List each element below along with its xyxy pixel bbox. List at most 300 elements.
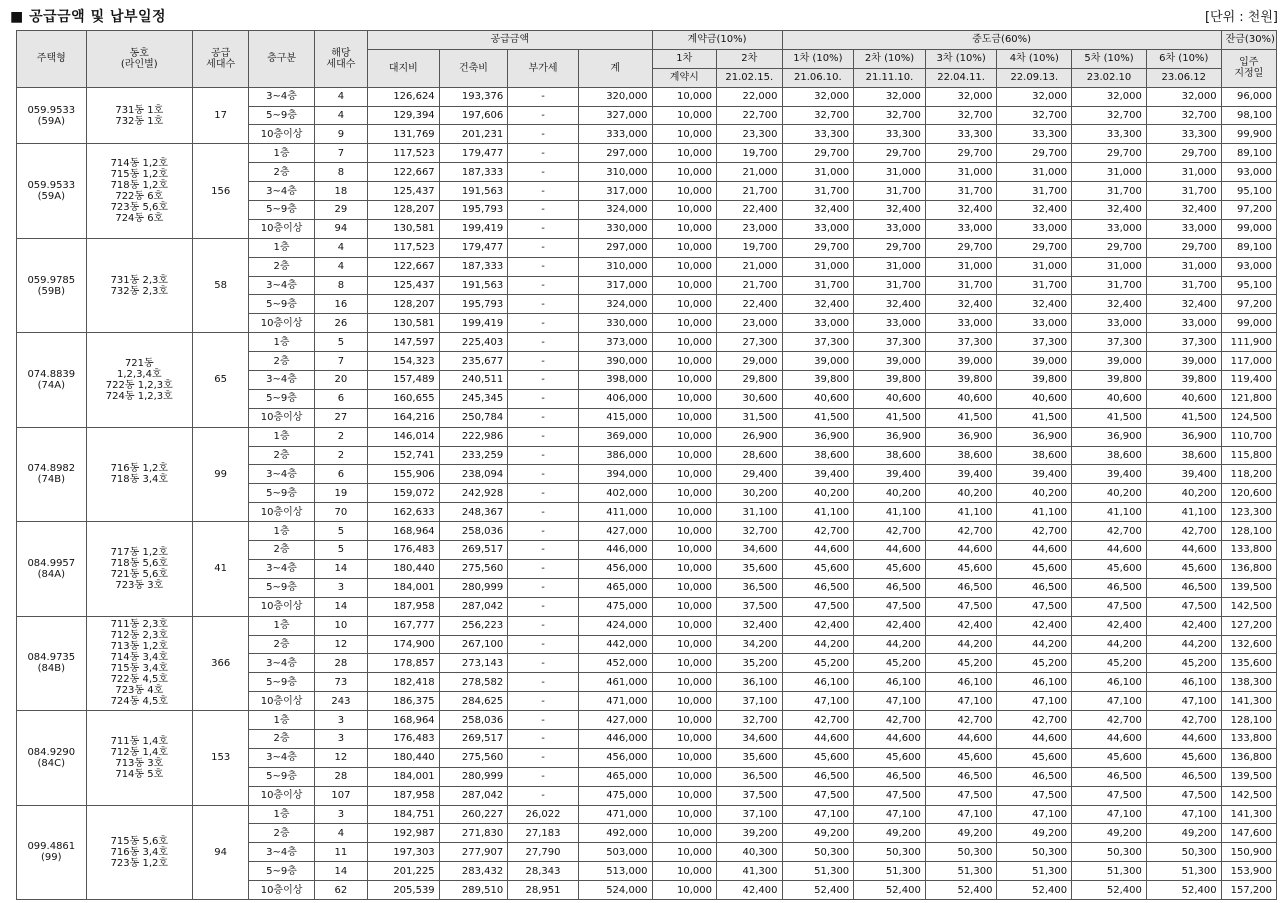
table-cell: 38,600 xyxy=(925,446,997,465)
table-cell: 118,200 xyxy=(1221,465,1276,484)
table-cell: 127,200 xyxy=(1221,616,1276,635)
table-cell: 30,600 xyxy=(717,389,783,408)
table-cell: 41,500 xyxy=(1146,408,1221,427)
table-row xyxy=(17,522,1277,541)
table-cell: 47,500 xyxy=(1146,597,1221,616)
table-cell: 40,200 xyxy=(925,484,997,503)
table-cell: 131,769 xyxy=(368,125,440,144)
table-cell: 29,700 xyxy=(1072,144,1147,163)
table-cell: 12 xyxy=(314,748,367,767)
table-cell: 62 xyxy=(314,881,367,900)
table-cell: 49,200 xyxy=(997,824,1072,843)
table-cell: 44,200 xyxy=(854,635,926,654)
table-cell: 168,964 xyxy=(368,711,440,730)
table-cell: 52,400 xyxy=(854,881,926,900)
table-cell: 50,300 xyxy=(925,843,997,862)
table-cell: 49,200 xyxy=(854,824,926,843)
table-cell: 33,000 xyxy=(1146,219,1221,238)
header-balance: 입주 지정일 xyxy=(1221,49,1276,87)
table-cell: 44,200 xyxy=(782,635,854,654)
dong-line-cell: 711동 2,3호 712동 2,3호 713동 1,2호 714동 3,4호 715동 3,4호 722동 4,5호 723동 4호 724동 4,5호 xyxy=(86,616,192,710)
unit-type-cell: 074.8839 (74A) xyxy=(17,333,87,427)
table-cell: 73 xyxy=(314,673,367,692)
table-cell: 280,999 xyxy=(439,767,508,786)
table-cell: 492,000 xyxy=(578,824,652,843)
table-cell: 248,367 xyxy=(439,503,508,522)
table-cell: 184,751 xyxy=(368,805,440,824)
table-cell: 40,200 xyxy=(997,484,1072,503)
table-cell: - xyxy=(508,125,579,144)
table-cell: 32,400 xyxy=(1146,201,1221,220)
table-cell: 95,100 xyxy=(1221,182,1276,201)
table-cell: 97,200 xyxy=(1221,295,1276,314)
table-cell: 44,600 xyxy=(854,541,926,560)
table-cell: 45,600 xyxy=(997,748,1072,767)
table-cell: 2층 xyxy=(249,257,315,276)
table-cell: 37,300 xyxy=(997,333,1072,352)
table-cell: 41,300 xyxy=(717,862,783,881)
table-cell: 10,000 xyxy=(652,446,716,465)
table-cell: 327,000 xyxy=(578,106,652,125)
table-cell: 33,000 xyxy=(1072,219,1147,238)
table-cell: 41,500 xyxy=(997,408,1072,427)
supply-count-cell: 17 xyxy=(193,87,249,144)
table-cell: 187,958 xyxy=(368,786,440,805)
table-cell: 3~4층 xyxy=(249,843,315,862)
header-dep1: 1차 xyxy=(652,49,716,68)
table-cell: 10,000 xyxy=(652,465,716,484)
table-cell: 242,928 xyxy=(439,484,508,503)
table-cell: 10,000 xyxy=(652,862,716,881)
table-cell: 29,700 xyxy=(854,144,926,163)
table-cell: 260,227 xyxy=(439,805,508,824)
table-cell: 42,700 xyxy=(854,522,926,541)
table-cell: 5~9층 xyxy=(249,389,315,408)
table-cell: 36,500 xyxy=(717,578,783,597)
table-cell: - xyxy=(508,541,579,560)
table-cell: 10층이상 xyxy=(249,597,315,616)
supply-count-cell: 58 xyxy=(193,238,249,332)
table-cell: 33,000 xyxy=(925,314,997,333)
table-cell: 2층 xyxy=(249,729,315,748)
table-cell: 1층 xyxy=(249,616,315,635)
table-cell: 33,300 xyxy=(854,125,926,144)
table-cell: 44,600 xyxy=(925,541,997,560)
table-cell: - xyxy=(508,559,579,578)
table-cell: 2층 xyxy=(249,352,315,371)
table-cell: 31,100 xyxy=(717,503,783,522)
table-cell: 29,700 xyxy=(854,238,926,257)
table-cell: 201,231 xyxy=(439,125,508,144)
table-cell: 45,600 xyxy=(925,559,997,578)
table-cell: 199,419 xyxy=(439,219,508,238)
table-cell: 93,000 xyxy=(1221,163,1276,182)
table-cell: 233,259 xyxy=(439,446,508,465)
table-cell: 446,000 xyxy=(578,729,652,748)
supply-count-cell: 99 xyxy=(193,427,249,521)
table-cell: 44,600 xyxy=(925,729,997,748)
table-cell: 16 xyxy=(314,295,367,314)
table-cell: 180,440 xyxy=(368,559,440,578)
table-row xyxy=(17,805,1277,824)
table-cell: 10,000 xyxy=(652,257,716,276)
table-cell: - xyxy=(508,465,579,484)
supply-count-cell: 156 xyxy=(193,144,249,238)
table-cell: 10층이상 xyxy=(249,125,315,144)
table-cell: 47,100 xyxy=(925,692,997,711)
table-cell: 46,500 xyxy=(925,767,997,786)
table-cell: 29,700 xyxy=(782,144,854,163)
table-cell: 10,000 xyxy=(652,408,716,427)
table-cell: 39,400 xyxy=(782,465,854,484)
table-cell: 45,600 xyxy=(782,559,854,578)
table-cell: 41,100 xyxy=(782,503,854,522)
price-schedule-table xyxy=(16,30,1277,900)
table-cell: 122,667 xyxy=(368,257,440,276)
table-cell: 133,800 xyxy=(1221,541,1276,560)
table-cell: 33,300 xyxy=(782,125,854,144)
table-cell: 31,700 xyxy=(997,182,1072,201)
supply-count-cell: 41 xyxy=(193,522,249,616)
table-cell: 46,500 xyxy=(854,578,926,597)
unit-type-cell: 059.9533 (59A) xyxy=(17,87,87,144)
table-cell: 31,000 xyxy=(997,163,1072,182)
table-cell: 5~9층 xyxy=(249,862,315,881)
table-cell: - xyxy=(508,333,579,352)
table-cell: 42,700 xyxy=(1146,711,1221,730)
table-cell: 267,100 xyxy=(439,635,508,654)
table-cell: 40,600 xyxy=(782,389,854,408)
header-dep2-date: 21.02.15. xyxy=(717,68,783,87)
table-cell: 39,400 xyxy=(1146,465,1221,484)
table-cell: 184,001 xyxy=(368,578,440,597)
table-cell: 33,000 xyxy=(1146,314,1221,333)
table-cell: 107 xyxy=(314,786,367,805)
table-cell: 3~4층 xyxy=(249,559,315,578)
table-cell: 155,906 xyxy=(368,465,440,484)
table-cell: 32,400 xyxy=(1072,201,1147,220)
table-cell: 10,000 xyxy=(652,106,716,125)
table-cell: 461,000 xyxy=(578,673,652,692)
table-cell: 47,100 xyxy=(782,805,854,824)
table-cell: 51,300 xyxy=(1146,862,1221,881)
table-cell: 2층 xyxy=(249,446,315,465)
table-cell: 46,500 xyxy=(1146,578,1221,597)
table-cell: 47,100 xyxy=(854,692,926,711)
header-total: 계 xyxy=(578,49,652,87)
table-cell: 9 xyxy=(314,125,367,144)
table-cell: 98,100 xyxy=(1221,106,1276,125)
unit-type-cell: 084.9290 (84C) xyxy=(17,711,87,805)
table-cell: 2층 xyxy=(249,824,315,843)
table-cell: 45,600 xyxy=(997,559,1072,578)
table-cell: 46,500 xyxy=(1072,578,1147,597)
table-cell: 46,100 xyxy=(782,673,854,692)
table-cell: 283,432 xyxy=(439,862,508,881)
table-cell: 142,500 xyxy=(1221,786,1276,805)
table-cell: 42,400 xyxy=(854,616,926,635)
table-cell: 41,100 xyxy=(997,503,1072,522)
table-cell: 46,100 xyxy=(925,673,997,692)
table-cell: 51,300 xyxy=(997,862,1072,881)
table-cell: 10,000 xyxy=(652,182,716,201)
header-mid-group: 중도금(60%) xyxy=(782,31,1221,50)
header-mid5-date: 23.02.10 xyxy=(1072,68,1147,87)
table-cell: 10,000 xyxy=(652,673,716,692)
table-cell: 324,000 xyxy=(578,295,652,314)
table-cell: 275,560 xyxy=(439,559,508,578)
table-cell: 44,600 xyxy=(782,541,854,560)
table-cell: 33,300 xyxy=(925,125,997,144)
table-cell: 44,600 xyxy=(1072,729,1147,748)
supply-count-cell: 153 xyxy=(193,711,249,805)
table-cell: 136,800 xyxy=(1221,559,1276,578)
table-cell: 10,000 xyxy=(652,371,716,390)
table-cell: 39,000 xyxy=(1146,352,1221,371)
table-cell: 503,000 xyxy=(578,843,652,862)
dong-line-cell: 717동 1,2호 718동 5,6호 721동 5,6호 723동 3호 xyxy=(86,522,192,616)
title-row xyxy=(10,6,1278,28)
table-cell: 10,000 xyxy=(652,616,716,635)
table-cell: 297,000 xyxy=(578,144,652,163)
table-cell: 201,225 xyxy=(368,862,440,881)
table-cell: 46,100 xyxy=(1072,673,1147,692)
unit-type-cell: 059.9533 (59A) xyxy=(17,144,87,238)
table-cell: 47,500 xyxy=(997,786,1072,805)
table-cell: - xyxy=(508,748,579,767)
table-cell: 128,100 xyxy=(1221,711,1276,730)
table-cell: 47,500 xyxy=(854,786,926,805)
header-building: 건축비 xyxy=(439,49,508,87)
table-cell: 10,000 xyxy=(652,163,716,182)
table-cell: - xyxy=(508,692,579,711)
table-cell: 471,000 xyxy=(578,805,652,824)
table-cell: 147,600 xyxy=(1221,824,1276,843)
table-cell: 31,700 xyxy=(854,182,926,201)
table-cell: - xyxy=(508,635,579,654)
table-cell: 31,700 xyxy=(1072,276,1147,295)
table-cell: - xyxy=(508,314,579,333)
table-cell: 29,800 xyxy=(717,371,783,390)
table-cell: 33,000 xyxy=(997,219,1072,238)
table-cell: 128,207 xyxy=(368,201,440,220)
table-cell: 33,000 xyxy=(854,219,926,238)
table-cell: 40,600 xyxy=(925,389,997,408)
table-cell: 128,100 xyxy=(1221,522,1276,541)
unit-type-cell: 074.8982 (74B) xyxy=(17,427,87,521)
table-cell: 41,100 xyxy=(854,503,926,522)
table-cell: 47,100 xyxy=(1072,692,1147,711)
table-cell: 46,100 xyxy=(1146,673,1221,692)
table-cell: 258,036 xyxy=(439,522,508,541)
header-mid4-date: 22.09.13. xyxy=(997,68,1072,87)
table-cell: 31,700 xyxy=(1072,182,1147,201)
table-cell: 42,700 xyxy=(1072,711,1147,730)
table-cell: 310,000 xyxy=(578,163,652,182)
table-cell: 124,500 xyxy=(1221,408,1276,427)
dong-line-cell: 716동 1,2호 718동 3,4호 xyxy=(86,427,192,521)
table-cell: 47,100 xyxy=(782,692,854,711)
table-cell: 10층이상 xyxy=(249,408,315,427)
table-cell: 273,143 xyxy=(439,654,508,673)
table-cell: - xyxy=(508,786,579,805)
table-row xyxy=(17,87,1277,106)
table-cell: 22,400 xyxy=(717,201,783,220)
table-cell: 45,600 xyxy=(1146,559,1221,578)
table-cell: - xyxy=(508,446,579,465)
table-cell: 47,500 xyxy=(925,597,997,616)
table-cell: 50,300 xyxy=(1146,843,1221,862)
table-cell: 10,000 xyxy=(652,692,716,711)
table-cell: 34,600 xyxy=(717,541,783,560)
table-cell: 42,400 xyxy=(925,616,997,635)
table-cell: 243 xyxy=(314,692,367,711)
table-cell: 271,830 xyxy=(439,824,508,843)
table-cell: 47,100 xyxy=(1146,692,1221,711)
table-cell: 176,483 xyxy=(368,729,440,748)
table-cell: 5~9층 xyxy=(249,578,315,597)
table-cell: 4 xyxy=(314,87,367,106)
table-cell: 42,700 xyxy=(997,522,1072,541)
table-cell: 4 xyxy=(314,824,367,843)
table-cell: 49,200 xyxy=(925,824,997,843)
table-cell: 51,300 xyxy=(782,862,854,881)
header-price-group: 공급금액 xyxy=(368,31,653,50)
table-cell: 184,001 xyxy=(368,767,440,786)
table-cell: - xyxy=(508,597,579,616)
table-cell: 147,597 xyxy=(368,333,440,352)
table-cell: 1층 xyxy=(249,333,315,352)
table-cell: 19,700 xyxy=(717,144,783,163)
table-cell: 32,700 xyxy=(717,522,783,541)
table-cell: 14 xyxy=(314,862,367,881)
table-cell: 39,800 xyxy=(925,371,997,390)
table-cell: 192,987 xyxy=(368,824,440,843)
table-cell: 29,700 xyxy=(997,238,1072,257)
table-cell: 130,581 xyxy=(368,314,440,333)
table-cell: 40,600 xyxy=(1146,389,1221,408)
table-cell: 32,400 xyxy=(854,295,926,314)
table-cell: 135,600 xyxy=(1221,654,1276,673)
table-cell: 47,500 xyxy=(997,597,1072,616)
table-cell: 152,741 xyxy=(368,446,440,465)
table-cell: 142,500 xyxy=(1221,597,1276,616)
table-cell: - xyxy=(508,295,579,314)
table-cell: 168,964 xyxy=(368,522,440,541)
table-cell: 51,300 xyxy=(1072,862,1147,881)
table-row xyxy=(17,616,1277,635)
table-cell: 138,300 xyxy=(1221,673,1276,692)
table-cell: 10,000 xyxy=(652,503,716,522)
table-cell: 320,000 xyxy=(578,87,652,106)
table-cell: 99,000 xyxy=(1221,219,1276,238)
table-cell: - xyxy=(508,163,579,182)
table-cell: 29 xyxy=(314,201,367,220)
table-cell: - xyxy=(508,767,579,786)
table-cell: 3 xyxy=(314,711,367,730)
table-cell: 32,700 xyxy=(997,106,1072,125)
table-cell: 32,700 xyxy=(782,106,854,125)
table-cell: 45,200 xyxy=(1072,654,1147,673)
table-cell: 129,394 xyxy=(368,106,440,125)
table-cell: - xyxy=(508,219,579,238)
table-cell: 157,489 xyxy=(368,371,440,390)
table-cell: 45,600 xyxy=(854,748,926,767)
table-cell: 159,072 xyxy=(368,484,440,503)
header-deposit-group: 계약금(10%) xyxy=(652,31,782,50)
table-cell: 275,560 xyxy=(439,748,508,767)
table-cell: 26 xyxy=(314,314,367,333)
table-cell: 34,200 xyxy=(717,635,783,654)
table-cell: 33,300 xyxy=(1146,125,1221,144)
table-cell: 37,300 xyxy=(782,333,854,352)
table-cell: 157,200 xyxy=(1221,881,1276,900)
table-cell: 287,042 xyxy=(439,786,508,805)
table-row xyxy=(17,333,1277,352)
table-cell: 39,800 xyxy=(997,371,1072,390)
header-land: 대지비 xyxy=(368,49,440,87)
table-cell: 37,300 xyxy=(1072,333,1147,352)
table-cell: 47,500 xyxy=(925,786,997,805)
table-cell: 424,000 xyxy=(578,616,652,635)
table-cell: 154,323 xyxy=(368,352,440,371)
table-cell: - xyxy=(508,106,579,125)
table-cell: 10,000 xyxy=(652,805,716,824)
table-cell: 4 xyxy=(314,257,367,276)
table-cell: 44,200 xyxy=(925,635,997,654)
table-cell: 3 xyxy=(314,729,367,748)
table-cell: 398,000 xyxy=(578,371,652,390)
table-cell: 37,500 xyxy=(717,597,783,616)
table-cell: 333,000 xyxy=(578,125,652,144)
header-mid6: 6차 (10%) xyxy=(1146,49,1221,68)
table-cell: - xyxy=(508,484,579,503)
table-cell: 32,700 xyxy=(854,106,926,125)
table-cell: 45,200 xyxy=(854,654,926,673)
table-cell: 44,600 xyxy=(782,729,854,748)
table-cell: 289,510 xyxy=(439,881,508,900)
table-cell: 36,900 xyxy=(782,427,854,446)
table-cell: 38,600 xyxy=(1146,446,1221,465)
table-cell: 52,400 xyxy=(925,881,997,900)
table-cell: 14 xyxy=(314,559,367,578)
table-cell: 5~9층 xyxy=(249,767,315,786)
table-cell: 513,000 xyxy=(578,862,652,881)
header-type: 주택형 xyxy=(17,31,87,88)
table-cell: 10,000 xyxy=(652,786,716,805)
table-cell: 10,000 xyxy=(652,559,716,578)
dong-line-cell: 715동 5,6호 716동 3,4호 723동 1,2호 xyxy=(86,805,192,899)
table-cell: 31,700 xyxy=(1146,276,1221,295)
table-cell: 386,000 xyxy=(578,446,652,465)
table-cell: 10,000 xyxy=(652,748,716,767)
table-cell: 10,000 xyxy=(652,201,716,220)
table-cell: 42,700 xyxy=(854,711,926,730)
table-cell: 32,700 xyxy=(925,106,997,125)
table-cell: 41,100 xyxy=(925,503,997,522)
table-cell: 324,000 xyxy=(578,201,652,220)
table-cell: 10층이상 xyxy=(249,314,315,333)
table-cell: 3~4층 xyxy=(249,654,315,673)
table-cell: - xyxy=(508,201,579,220)
table-cell: 8 xyxy=(314,276,367,295)
table-cell: 45,600 xyxy=(1072,559,1147,578)
table-cell: 32,400 xyxy=(854,201,926,220)
table-cell: 452,000 xyxy=(578,654,652,673)
table-cell: 167,777 xyxy=(368,616,440,635)
table-cell: 126,624 xyxy=(368,87,440,106)
table-cell: 39,000 xyxy=(997,352,1072,371)
